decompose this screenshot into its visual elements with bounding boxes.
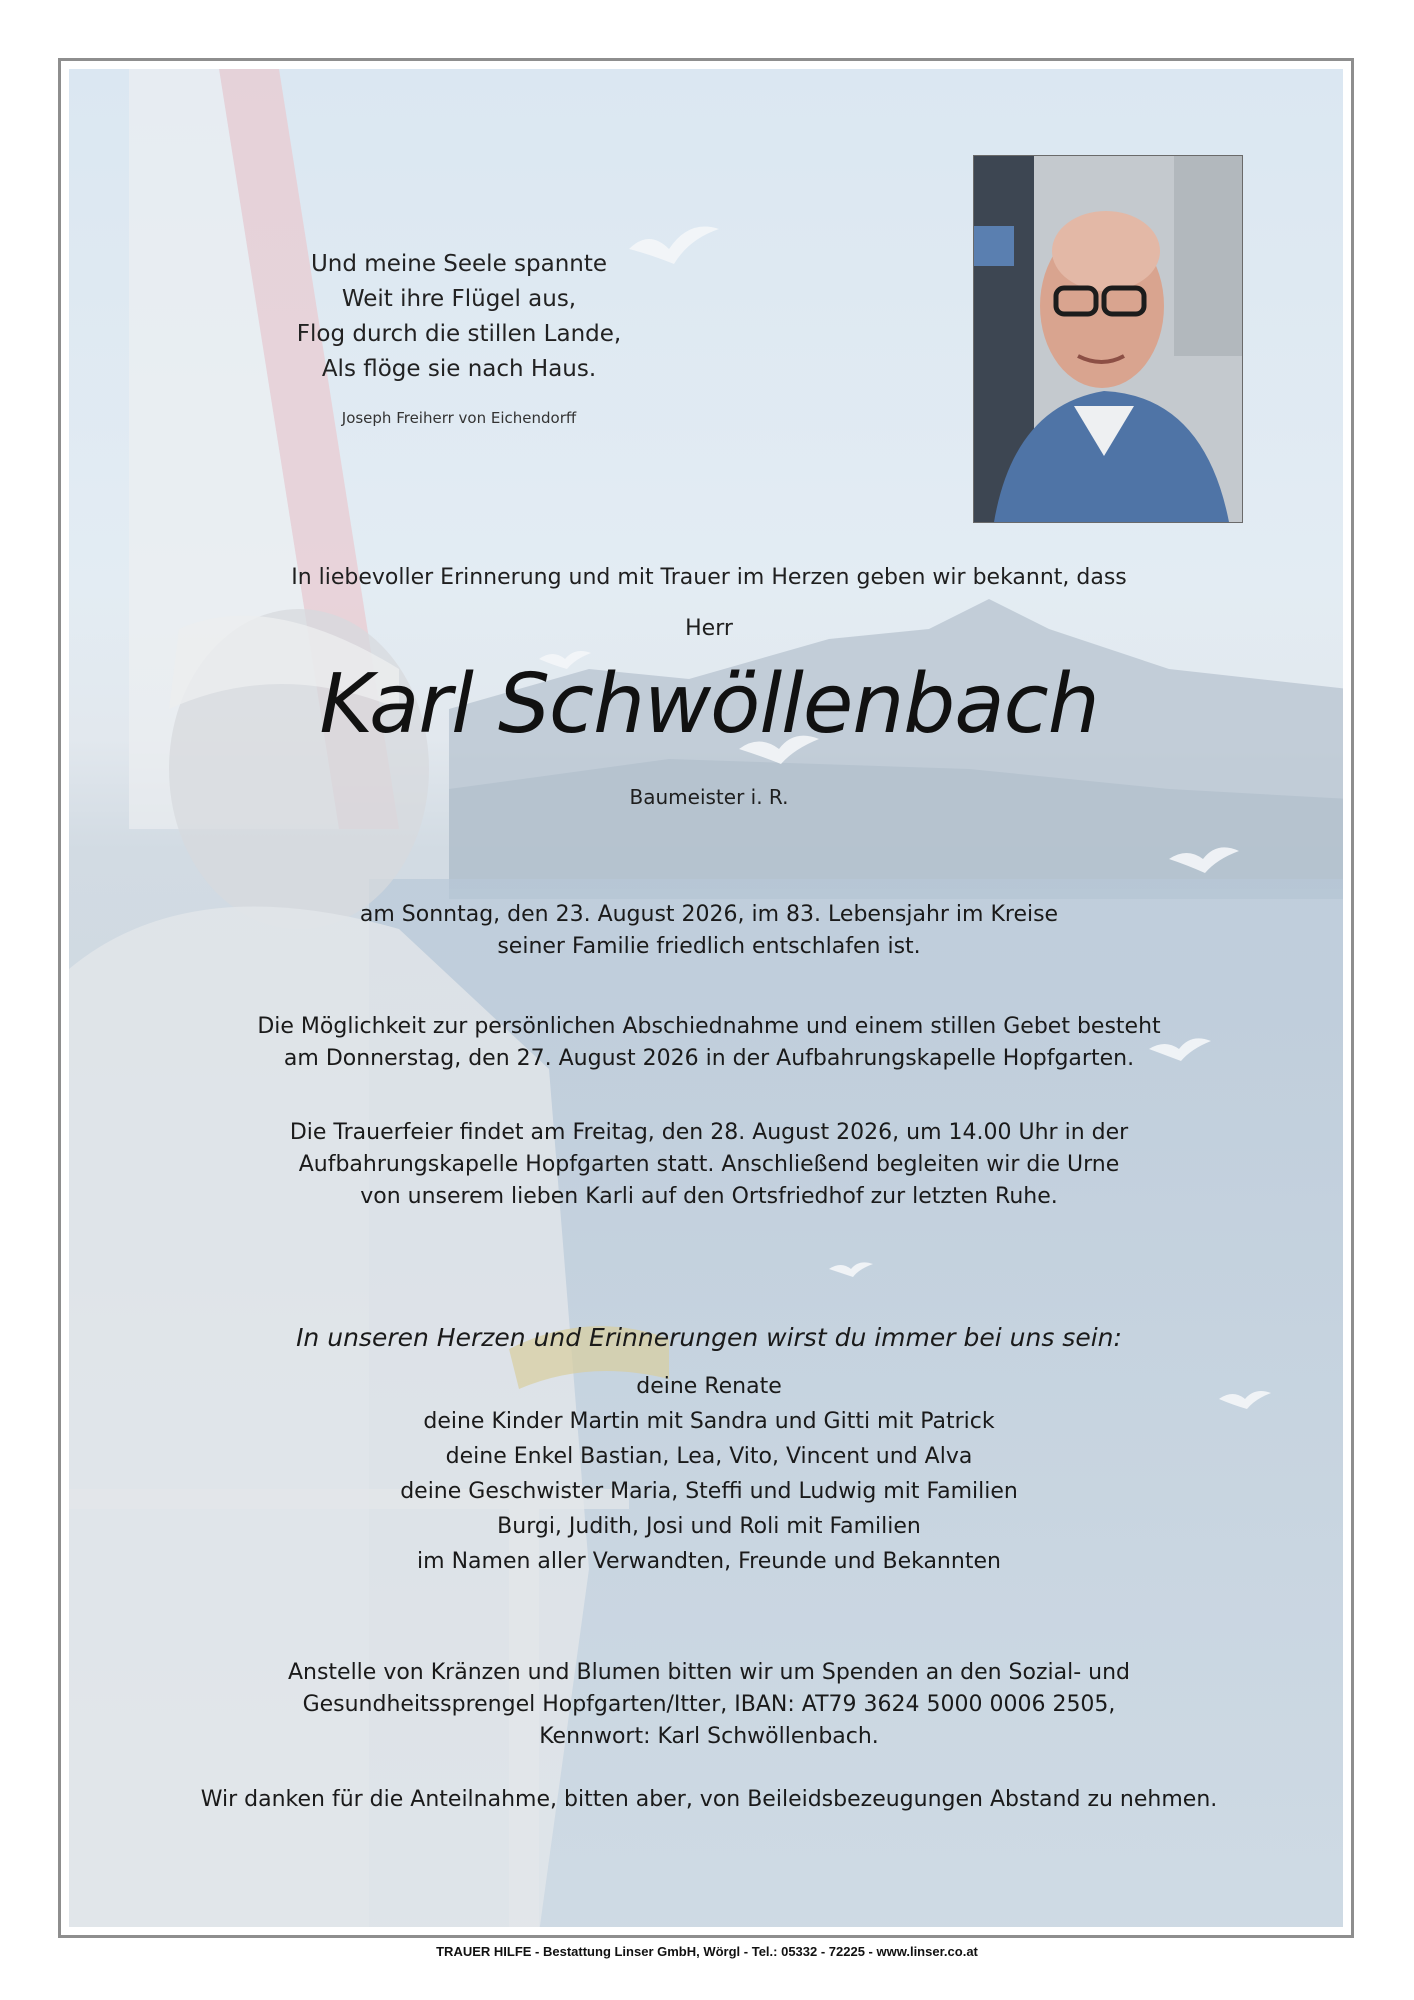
text-line: am Donnerstag, den 27. August 2026 in der Aufbahrungskapelle Hopfgarten. (283, 1046, 1135, 1071)
mourner-line: deine Renate (636, 1374, 782, 1399)
mourners-list (69, 1369, 1343, 1579)
poem-line: Als flöge sie nach Haus. (321, 356, 597, 382)
salutation: Herr (685, 616, 733, 641)
mourner-line: deine Kinder Martin mit Sandra und Gitti mit Patrick (423, 1409, 995, 1434)
text-line: Anstelle von Kränzen und Blumen bitten wir um Spenden an den Sozial- und (287, 1660, 1131, 1685)
poem-line: Flog durch die stillen Lande, (296, 321, 622, 347)
text-line: Die Möglichkeit zur persönlichen Abschiednahme und einem stillen Gebet besteht (257, 1014, 1161, 1039)
text-line: am Sonntag, den 23. August 2026, im 83. Lebensjahr im Kreise (359, 902, 1059, 927)
deceased-title: Baumeister i. R. (629, 785, 789, 809)
text-line: von unserem lieben Karli auf den Ortsfriedhof zur letzten Ruhe. (360, 1184, 1058, 1209)
text-line: seiner Familie friedlich entschlafen ist. (497, 934, 921, 959)
footer-imprint: TRAUER HILFE - Bestattung Linser GmbH, Wörgl - Tel.: 05332 - 72225 - www.linser.co.at (436, 1944, 978, 1959)
mourner-line: deine Enkel Bastian, Lea, Vito, Vincent und Alva (445, 1444, 973, 1469)
funeral-notice (69, 1117, 1343, 1213)
farewell-notice (69, 1011, 1343, 1075)
thanks-notice: Wir danken für die Anteilnahme, bitten aber, von Beileidsbezeugungen Abstand zu nehmen. (200, 1787, 1218, 1812)
mourner-line: deine Geschwister Maria, Steffi und Ludwig mit Familien (400, 1479, 1018, 1504)
death-notice (69, 899, 1343, 963)
portrait-image (974, 156, 1242, 522)
mourner-line: Burgi, Judith, Josi und Roli mit Familien (497, 1514, 921, 1539)
poem-author: Joseph Freiherr von Eichendorff (341, 409, 577, 427)
mourner-line: im Namen aller Verwandten, Freunde und Bekannten (417, 1549, 1001, 1574)
obituary-frame (58, 58, 1354, 1938)
text-line: Aufbahrungskapelle Hopfgarten statt. Anschließend begleiten wir die Urne (298, 1152, 1120, 1177)
text-line: Kennwort: Karl Schwöllenbach. (539, 1724, 879, 1749)
poem (209, 247, 709, 387)
text-line: Gesundheitssprengel Hopfgarten/Itter, IBAN: AT79 3624 5000 0006 2505, (302, 1692, 1116, 1717)
donation-notice (69, 1657, 1343, 1753)
portrait-photo (973, 155, 1243, 523)
poem-line: Und meine Seele spannte (310, 251, 608, 277)
mourners-heading: In unseren Herzen und Erinnerungen wirst du immer bei uns sein: (296, 1323, 1122, 1352)
announcement-intro: In liebevoller Erinnerung und mit Trauer im Herzen geben wir bekannt, dass (291, 565, 1127, 590)
poem-line: Weit ihre Flügel aus, (341, 286, 577, 312)
obituary-background (69, 69, 1343, 1927)
deceased-name: Karl Schwöllenbach (319, 657, 1099, 752)
text-line: Die Trauerfeier findet am Freitag, den 28. August 2026, um 14.00 Uhr in der (289, 1120, 1129, 1145)
